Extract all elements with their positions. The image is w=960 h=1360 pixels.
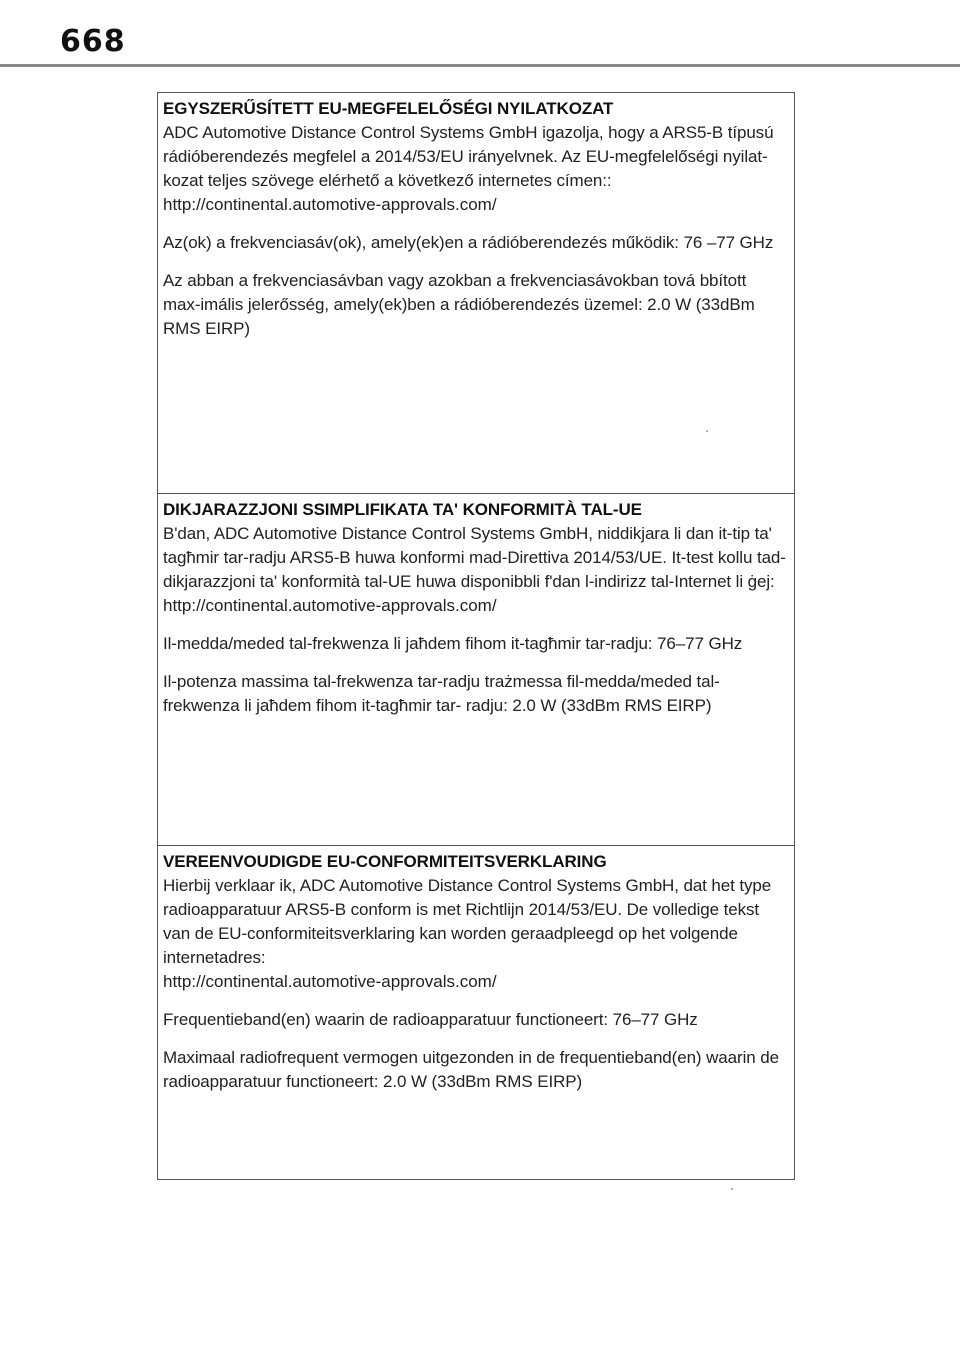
declaration-paragraph: Hierbij verklaar ik, ADC Automotive Distance Control Systems GmbH, dat het type radioapparatuur ARS5-B conform is met Richtlijn 2014/53/EU. De volledige tekst van de EU-conformiteitsverklaring kan worden geraadpleegd op het volgende internetadres: <box>163 876 772 967</box>
section-title: EGYSZERŰSÍTETT EU-MEGFELELŐSÉGI NYILATKOZAT <box>163 99 614 118</box>
scan-speck <box>706 430 708 432</box>
max-power-paragraph: Az abban a frekvenciasávban vagy azokban a frekvenciasávokban tová bbított max-imális jelerősség, amely(ek)ben a rádióberendezés üzemel: 2.0 W (33dBm RMS EIRP) <box>163 271 755 338</box>
approvals-url: http://continental.automotive-approvals.com/ <box>163 596 497 615</box>
declaration-section-dutch <box>158 845 794 1179</box>
declaration-section-maltese <box>158 493 794 845</box>
section-title: VEREENVOUDIGDE EU-CONFORMITEITSVERKLARING <box>163 852 607 871</box>
header-rule <box>0 64 960 67</box>
frequency-band-paragraph: Az(ok) a frekvenciasáv(ok), amely(ek)en a rádióberendezés működik: 76 –77 GHz <box>163 233 774 252</box>
approvals-url: http://continental.automotive-approvals.com/ <box>163 195 497 214</box>
max-power-paragraph: Maximaal radiofrequent vermogen uitgezonden in de frequentieband(en) waarin de radioapparatuur functioneert: 2.0 W (33dBm RMS EIRP) <box>163 1048 779 1091</box>
page-number: 668 <box>60 24 126 59</box>
declaration-paragraph: B'dan, ADC Automotive Distance Control Systems GmbH, niddikjara li dan it-tip ta' tagħmir tar-radju ARS5-B huwa konformi mad-Direttiva 2014/53/UE. It-test kollu tad-dikjarazzjoni ta' konformità tal-UE huwa disponibbli f'dan l-indirizz tal-Internet li ġej: <box>163 524 786 591</box>
declaration-section-hungarian <box>158 93 794 493</box>
declaration-paragraph: ADC Automotive Distance Control Systems GmbH igazolja, hogy a ARS5-B típusú rádióberendezés megfelel a 2014/53/EU irányelvnek. Az EU-megfelelőségi nyilat-kozat teljes szövege elérhető a következő internetes címen:: <box>163 123 774 190</box>
max-power-paragraph: Il-potenza massima tal-frekwenza tar-radju trażmessa fil-medda/meded tal-frekwenza li jaħdem fihom it-tagħmir tar- radju: 2.0 W (33dBm RMS EIRP) <box>163 672 720 715</box>
section-title: DIKJARAZZJONI SSIMPLIFIKATA TA' KONFORMITÀ TAL-UE <box>163 500 642 519</box>
frequency-band-paragraph: Frequentieband(en) waarin de radioapparatuur functioneert: 76–77 GHz <box>163 1010 698 1029</box>
frequency-band-paragraph: Il-medda/meded tal-frekwenza li jaħdem fihom it-tagħmir tar-radju: 76–77 GHz <box>163 634 743 653</box>
approvals-url: http://continental.automotive-approvals.com/ <box>163 972 497 991</box>
declaration-frame <box>157 92 795 1180</box>
scan-speck <box>731 1188 733 1190</box>
